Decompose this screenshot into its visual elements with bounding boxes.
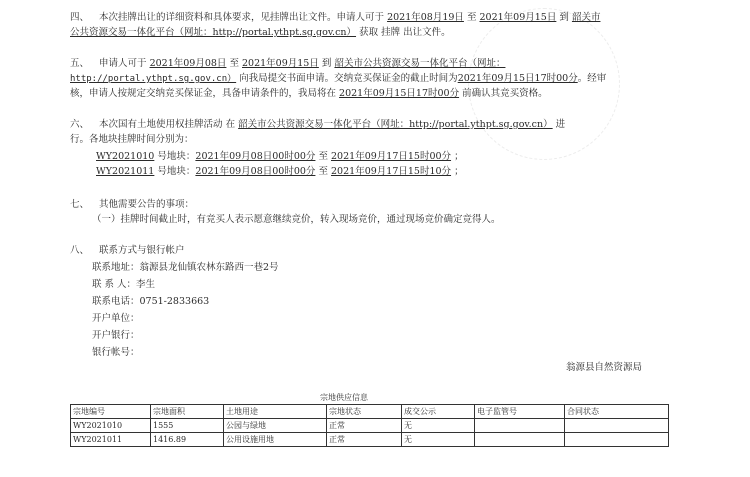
text: 前确认其竞买资格。 xyxy=(462,88,548,99)
text: 本次挂牌出让的详细资料和具体要求，见挂牌出让文件。申请人可于 xyxy=(99,12,385,23)
deadline-date: 2021年09月15日17时00分 xyxy=(457,73,578,84)
section-8-title xyxy=(70,245,185,257)
end-time: 2021年09月17日15时00分 xyxy=(331,151,452,162)
section-6-line-2: 行。各地块挂牌时间分别为： xyxy=(70,134,194,145)
section-4-line-1 xyxy=(70,12,600,24)
section-7-title xyxy=(70,199,194,211)
column-header: 土地用途 xyxy=(224,405,327,419)
text: 在 xyxy=(225,119,236,130)
section-5-line-2 xyxy=(70,73,606,85)
text: 申请人可于 xyxy=(99,58,147,69)
text: 向我局提交书面申请。交纳竞买保证金的截止时间为 xyxy=(239,73,458,84)
parcel-code: WY2021010 xyxy=(96,151,155,162)
date: 2021年09月08日 xyxy=(149,58,227,69)
section-number: 五、 xyxy=(70,58,90,69)
section-number: 七、 xyxy=(70,199,90,210)
text: 。经审 xyxy=(577,73,607,84)
table-cell: 正常 xyxy=(327,419,402,433)
text: 至 xyxy=(318,151,328,162)
text: 号地块： xyxy=(157,166,196,177)
text: 本次国有土地使用权挂牌活动 xyxy=(99,119,223,130)
table-row xyxy=(71,419,669,433)
table-cell xyxy=(475,419,565,433)
section-7-item: （一）挂牌时间截止时，有竞买人表示愿意继续竞价，转入现场竞价，通过现场竞价确定竞得人。 xyxy=(92,214,501,225)
table-cell: 公用设施用地 xyxy=(224,433,327,447)
table-cell: 正常 xyxy=(327,433,402,447)
start-time: 2021年09月08日00时00分 xyxy=(195,166,316,177)
text: ； xyxy=(454,166,464,177)
confirm-date: 2021年09月15日17时00分 xyxy=(339,88,460,99)
start-time: 2021年09月08日00时00分 xyxy=(195,151,316,162)
table-cell xyxy=(565,419,669,433)
table-cell xyxy=(565,433,669,447)
platform-url[interactable]: http://portal.ythpt.sg.gov.cn） xyxy=(70,74,237,84)
contact-person: 联 系 人：李生 xyxy=(92,279,156,290)
text: 核，申请人按规定交纳竞买保证金，具备申请条件的，我局将在 xyxy=(70,88,337,99)
parcel-schedule-row xyxy=(96,151,464,163)
platform-link[interactable]: 韶关市 xyxy=(571,12,601,23)
contact-phone: 联系电话：0751-2833663 xyxy=(92,296,210,307)
table-caption: 宗地供应信息 xyxy=(320,393,368,402)
parcel-info-table xyxy=(70,404,669,447)
text: 到 xyxy=(321,58,332,69)
column-header: 宗地编号 xyxy=(71,405,151,419)
text: 至 xyxy=(229,58,239,69)
issuer-signature: 翁源县自然资源局 xyxy=(566,362,643,373)
table-cell: 无 xyxy=(402,419,475,433)
contact-address: 联系地址：翁源县龙仙镇农林东路西一巷2号 xyxy=(92,262,279,273)
platform-link[interactable]: 韶关市公共资源交易一体化平台（网址：http://portal.ythpt.sg.gov.cn） xyxy=(238,119,553,130)
table-header-row xyxy=(71,405,669,419)
bank-name: 开户银行： xyxy=(92,330,140,341)
text: 进 xyxy=(555,119,566,130)
text: 号地块： xyxy=(157,151,196,162)
table-cell: WY2021010 xyxy=(71,419,151,433)
text: 到 xyxy=(559,12,569,23)
date: 2021年09月15日 xyxy=(242,58,319,69)
section-number: 四、 xyxy=(70,12,90,23)
date: 2021年08月19日 xyxy=(387,12,464,23)
end-time: 2021年09月17日15时10分 xyxy=(331,166,452,177)
parcel-code: WY2021011 xyxy=(96,166,155,177)
text: 获取 挂牌 出让文件。 xyxy=(359,27,451,38)
table-cell: 1555 xyxy=(151,419,224,433)
column-header: 宗地状态 xyxy=(327,405,402,419)
section-4-line-2 xyxy=(70,27,451,39)
section-6-line-1 xyxy=(70,119,565,131)
date: 2021年09月15日 xyxy=(479,12,557,23)
column-header: 成交公示 xyxy=(402,405,475,419)
section-5-line-1 xyxy=(70,58,505,70)
section-number: 八、 xyxy=(70,245,90,256)
section-5-line-3 xyxy=(70,88,548,100)
text: 至 xyxy=(318,166,328,177)
text: 至 xyxy=(466,12,477,23)
column-header: 合同状态 xyxy=(565,405,669,419)
text: ； xyxy=(454,151,464,162)
platform-link[interactable]: 公共资源交易一体化平台（网址：http://portal.ythpt.sg.gov.cn） xyxy=(70,27,357,38)
bank-account: 银行帐号： xyxy=(92,347,140,358)
table-cell: 1416.89 xyxy=(151,433,224,447)
platform-link[interactable]: 韶关市公共资源交易一体化平台（网址： xyxy=(334,58,506,69)
section-number: 六、 xyxy=(70,119,90,130)
table-cell: WY2021011 xyxy=(71,433,151,447)
bank-unit: 开户单位： xyxy=(92,313,140,324)
table-cell xyxy=(475,433,565,447)
column-header: 电子监管号 xyxy=(475,405,565,419)
parcel-schedule-row xyxy=(96,166,464,178)
text: 联系方式与银行帐户 xyxy=(99,245,185,256)
column-header: 宗地面积 xyxy=(151,405,224,419)
table-row xyxy=(71,433,669,447)
table-cell: 无 xyxy=(402,433,475,447)
table-cell: 公园与绿地 xyxy=(224,419,327,433)
text: 其他需要公告的事项： xyxy=(99,199,195,210)
